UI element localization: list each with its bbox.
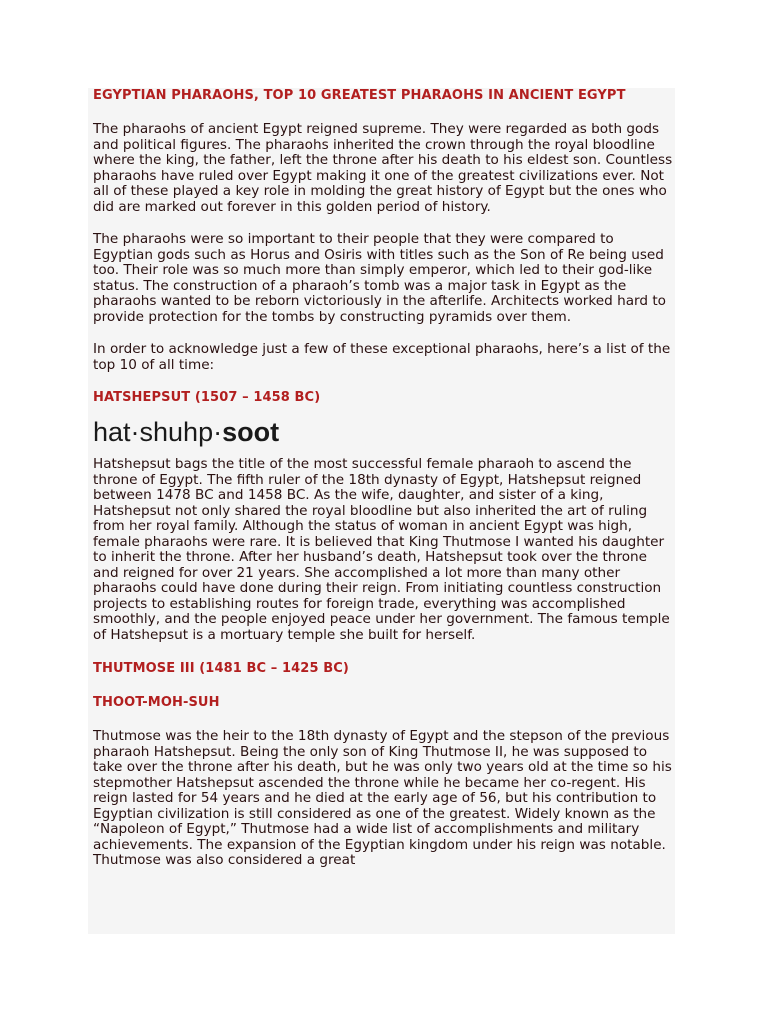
pronunciation-light: hat·shuhp·	[93, 417, 223, 447]
intro-paragraph-1: The pharaohs of ancient Egypt reigned supreme. They were regarded as both gods and political figures. The pharaohs inherited the crown through the royal bloodline where the king, the father, left the throne after his death to his eldest son. Countless pharaohs have ruled over Egypt making it one of the greatest civilizations ever. Not all of these played a key role in molding the great history of Egypt but the ones who did are marked out forever in this golden period of history.	[93, 121, 673, 215]
section-heading-thutmose: THUTMOSE III (1481 BC – 1425 BC)	[93, 661, 349, 676]
article-title: EGYPTIAN PHARAOHS, TOP 10 GREATEST PHARAOHS IN ANCIENT EGYPT	[93, 88, 626, 103]
pronunciation-hatshepsut	[93, 416, 675, 448]
intro-paragraph-2: The pharaohs were so important to their people that they were compared to Egyptian gods such as Horus and Osiris with titles such as the Son of Re being used too. Their role was so much more than simply emperor, which led to their god-like status. The construction of a pharaoh’s tomb was a major task in Egypt as the pharaohs wanted to be reborn victoriously in the afterlife. Architects worked hard to provide protection for the tombs by constructing pyramids over them.	[93, 231, 666, 325]
pronunciation-stressed: soot	[222, 417, 280, 447]
document-page	[88, 88, 675, 934]
section-body-thutmose: Thutmose was the heir to the 18th dynasty of Egypt and the stepson of the previous pharaoh Hatshepsut. Being the only son of King Thutmose II, he was supposed to take over the throne after his death, but he was only two years old at the time so his stepmother Hatshepsut ascended the throne while he became her co-regent. His reign lasted for 54 years and he died at the early age of 56, but his contribution to Egyptian civilization is still considered as one of the greatest. Widely known as the “Napoleon of Egypt,” Thutmose had a wide list of accomplishments and military achievements. The expansion of the Egyptian kingdom under his reign was notable. Thutmose was also considered a great	[93, 728, 672, 868]
section-body-hatshepsut: Hatshepsut bags the title of the most successful female pharaoh to ascend the throne of Egypt. The fifth ruler of the 18th dynasty of Egypt, Hatshepsut reigned between 1478 BC and 1458 BC. As the wife, daughter, and sister of a king, Hatshepsut not only shared the royal bloodline but also inherited the art of ruling from her royal family. Although the status of woman in ancient Egypt was high, female pharaohs were rare. It is believed that King Thutmose I wanted his daughter to inherit the throne. After her husband’s death, Hatshepsut took over the throne and reigned for over 21 years. She accomplished a lot more than many other pharaohs could have done during their reign. From initiating countless construction projects to establishing routes for foreign trade, everything was accomplished smoothly, and the people enjoyed peace under her government. The famous temple of Hatshepsut is a mortuary temple she built for herself.	[93, 456, 670, 643]
section-heading-hatshepsut: HATSHEPSUT (1507 – 1458 BC)	[93, 390, 321, 405]
intro-paragraph-3: In order to acknowledge just a few of these exceptional pharaohs, here’s a list of the top 10 of all time:	[93, 341, 671, 373]
article-content	[93, 88, 675, 869]
pronunciation-thutmose: THOOT-MOH-SUH	[93, 695, 220, 710]
